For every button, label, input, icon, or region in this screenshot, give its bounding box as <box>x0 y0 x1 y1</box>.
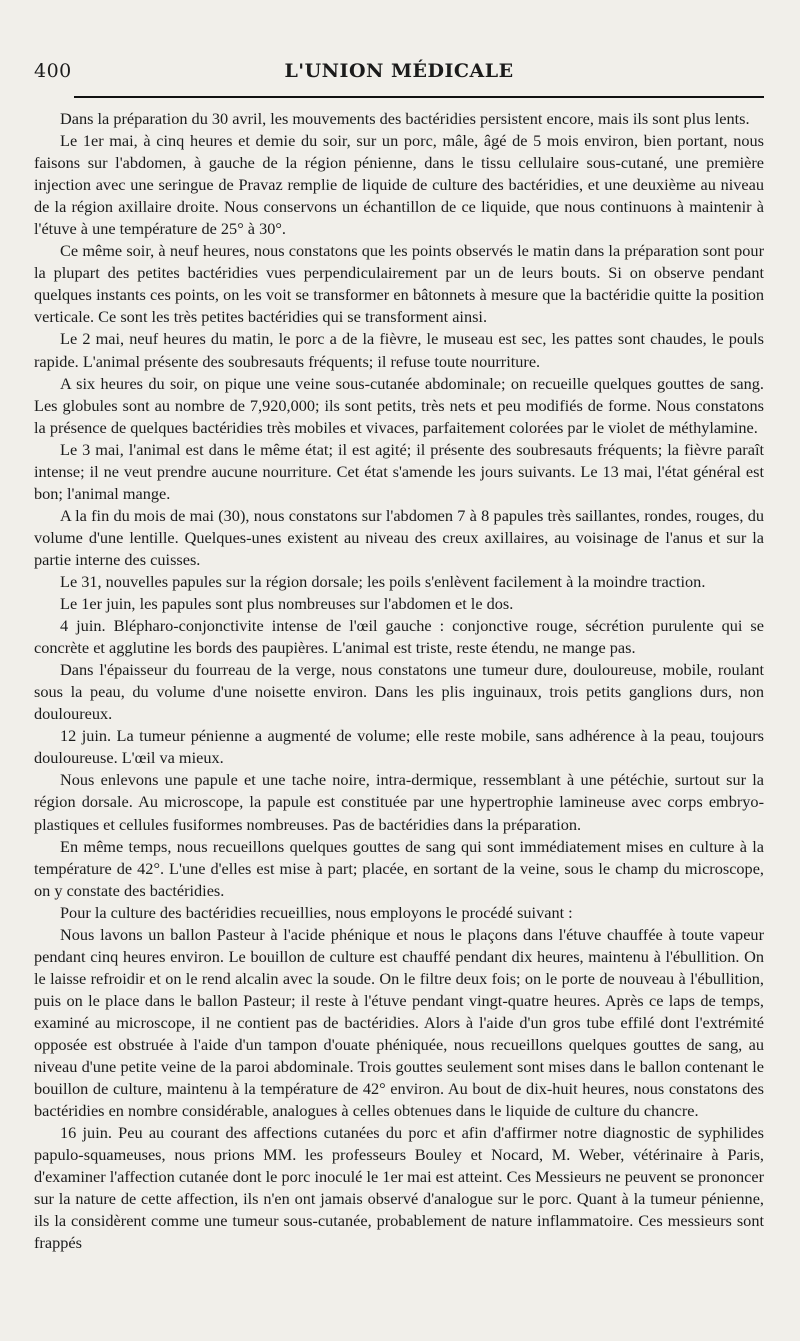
journal-title: L'UNION MÉDICALE <box>284 60 514 82</box>
paragraph: A la fin du mois de mai (30), nous constatons sur l'abdomen 7 à 8 papules très saillantes, rondes, rouges, du volume d'une lentille. Quelques-unes existent au niveau des creux axillaires, au voisinage de l'anus et sur la partie interne des cuisses. <box>34 505 764 569</box>
paragraph: Le 1er mai, à cinq heures et demie du soir, sur un porc, mâle, âgé de 5 mois environ, bien portant, nous faisons sur l'abdomen, à gauche de la région pénienne, dans le tissu cellulaire sous-cutané, une première injection avec une seringue de Pravaz remplie de liquide de culture des bactéridies, et une deuxième au niveau de la région axillaire droite. Nous conservons un échantillon de ce liquide, que nous continuons à maintenir à l'étuve à une température de 25° à 30°. <box>34 131 764 239</box>
paragraph: En même temps, nous recueillons quelques gouttes de sang qui sont immédiatement mises en culture à la température de 42°. L'une d'elles est mise à part; placée, en sortant de la veine, sous le champ du microscope, on y constate des bactéridies. <box>34 836 764 900</box>
article-body <box>34 108 764 1254</box>
paragraph: 12 juin. La tumeur pénienne a augmenté de volume; elle reste mobile, sans adhérence à la peau, toujours douloureuse. L'œil va mieux. <box>34 726 764 768</box>
paragraph: Dans la préparation du 30 avril, les mouvements des bactéridies persistent encore, mais ils sont plus lents. <box>60 109 750 128</box>
paragraph: Le 2 mai, neuf heures du matin, le porc a de la fièvre, le museau est sec, les pattes sont chaudes, le pouls rapide. L'animal présente des soubresauts fréquents; il refuse toute nourriture. <box>34 329 764 371</box>
page-number: 400 <box>34 60 72 82</box>
paragraph: Dans l'épaisseur du fourreau de la verge, nous constatons une tumeur dure, douloureuse, mobile, roulant sous la peau, du volume d'une noisette environ. Dans les plis inguinaux, trois petits ganglions durs, non douloureux. <box>34 660 764 724</box>
paragraph: Nous enlevons une papule et une tache noire, intra-dermique, ressemblant à une pétéchie, surtout sur la région dorsale. Au microscope, la papule est constituée par une hypertrophie lamineuse avec corps embryo-plastiques et cellules fusiformes nombreuses. Pas de bactéridies dans la préparation. <box>34 770 764 834</box>
header-rule <box>74 96 764 98</box>
paragraph: Ce même soir, à neuf heures, nous constatons que les points observés le matin dans la préparation sont pour la plupart des petites bactéridies vues perpendiculairement par un de leurs bouts. Si on observe pendant quelques instants ces points, on les voit se transformer en bâtonnets à mesure que la bactéridie quitte la position verticale. Ce sont les très petites bactéridies qui se transforment ainsi. <box>34 241 764 327</box>
paragraph: Pour la culture des bactéridies recueillies, nous employons le procédé suivant : <box>60 902 573 922</box>
paragraph: A six heures du soir, on pique une veine sous-cutanée abdominale; on recueille quelques gouttes de sang. Les globules sont au nombre de 7,920,000; ils sont petits, très nets et peu modifiés de forme. Nous constatons la présence de quelques bactéridies très mobiles et vivaces, parfaitement colorées par le violet de méthylamine. <box>34 373 764 437</box>
paragraph: 4 juin. Blépharo-conjonctivite intense de l'œil gauche : conjonctive rouge, sécrétion purulente qui se concrète et agglutine les bords des paupières. L'animal est triste, reste étendu, ne mange pas. <box>34 616 764 658</box>
paragraph: 16 juin. Peu au courant des affections cutanées du porc et afin d'affirmer notre diagnostic de syphilides papulo-squameuses, nous prions MM. les professeurs Bouley et Nocard, M. Weber, vétérinaire à Paris, d'examiner l'affection cutanée dont le porc inoculé le 1er mai est atteint. Ces Messieurs ne peuvent se prononcer sur la nature de cette affection, ils n'en ont jamais observé d'analogue sur le porc. Quant à la tumeur pénienne, ils la considèrent comme une tumeur sous-cutanée, probablement de nature inflammatoire. Ces messieurs sont frappés <box>34 1123 764 1253</box>
paragraph: Le 3 mai, l'animal est dans le même état; il est agité; il présente des soubresauts fréquents; la fièvre paraît intense; il ne veut prendre aucune nourriture. Cet état s'amende les jours suivants. Le 13 mai, l'état général est bon; l'animal mange. <box>34 439 764 503</box>
paragraph: Nous lavons un ballon Pasteur à l'acide phénique et nous le plaçons dans l'étuve chauffée à toute vapeur pendant cinq heures environ. Le bouillon de culture est chauffé pendant dix heures, maintenu à l'ébullition. On le laisse refroidir et on le rend alcalin avec la soude. On le filtre deux fois; on le porte de nouveau à l'ébullition, puis on le place dans le ballon Pasteur; il reste à l'étuve pendant vingt-quatre heures. Après ce laps de temps, examiné au microscope, il ne contient pas de bactéridies. Alors à l'aide d'un gros tube effilé dont l'extrémité opposée est obstruée à l'aide d'un tampon d'ouate phéniquée, nous recueillons quelques gouttes de sang, au niveau d'une petite veine de la paroi abdominale. Trois gouttes seulement sont mises dans le ballon contenant le bouillon de culture, maintenu à la température de 42° environ. Au bout de dix-huit heures, nous constatons des bactéridies en nombre considérable, analogues à celles obtenues dans le liquide de culture du chancre. <box>34 924 764 1121</box>
paragraph: Le 31, nouvelles papules sur la région dorsale; les poils s'enlèvent facilement à la moindre traction. <box>60 571 706 591</box>
page-header <box>34 52 764 82</box>
paragraph: Le 1er juin, les papules sont plus nombreuses sur l'abdomen et le dos. <box>60 594 514 614</box>
